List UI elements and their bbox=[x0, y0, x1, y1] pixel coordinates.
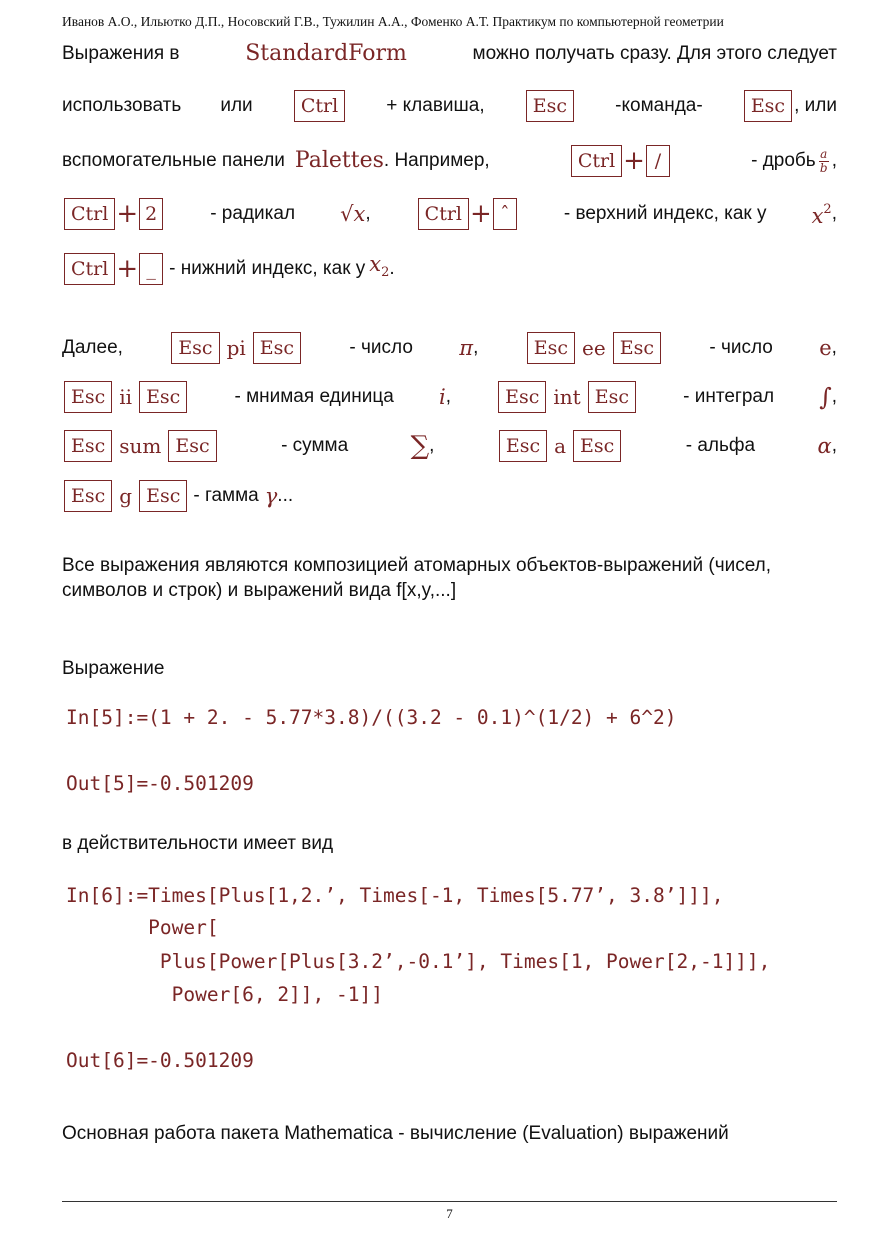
text: - дробь bbox=[751, 150, 816, 171]
esc-key: Esc bbox=[168, 430, 216, 462]
intro-line-5 bbox=[62, 252, 837, 285]
fraction-example bbox=[819, 146, 829, 175]
comma: , bbox=[831, 386, 837, 407]
frac-numerator: a bbox=[820, 146, 828, 161]
text: - верхний индекс, как у bbox=[563, 203, 767, 224]
intro-line-1 bbox=[62, 42, 837, 66]
text: - нижний индекс, как у bbox=[169, 257, 366, 279]
palettes-label: Palettes bbox=[294, 148, 384, 173]
text: вспомогательные панели bbox=[62, 150, 285, 171]
plus-sign: + bbox=[116, 199, 139, 229]
comma: , bbox=[445, 386, 451, 407]
plus-sign: + bbox=[623, 146, 645, 176]
esc-key: Esc bbox=[526, 90, 574, 122]
pi-symbol: π bbox=[459, 336, 474, 360]
comma: , bbox=[365, 203, 371, 224]
label-expression: Выражение bbox=[62, 658, 165, 679]
text: - сумма bbox=[281, 435, 349, 456]
esc-key: Esc bbox=[64, 430, 112, 462]
text: - гамма bbox=[193, 485, 259, 506]
intro-line-4 bbox=[62, 198, 837, 230]
code-output-6: Out[6]=-0.501209 bbox=[66, 1049, 254, 1072]
ctrl-key: Ctrl bbox=[64, 198, 115, 230]
subscript-example: $x_2$ bbox=[369, 252, 390, 281]
ctrl-key: Ctrl bbox=[418, 198, 469, 230]
gamma-symbol: γ bbox=[264, 484, 278, 508]
esc-key: Esc bbox=[613, 332, 661, 364]
text: - интеграл bbox=[683, 386, 775, 407]
text: можно получать сразу. Для этого следует bbox=[472, 43, 837, 64]
comma: , bbox=[429, 435, 435, 456]
slash-key: / bbox=[646, 145, 670, 177]
text: - число bbox=[349, 337, 413, 358]
caret-key: ˆ bbox=[493, 198, 517, 230]
paragraph-expressions: Все выражения являются композицией атомарных объектов-выражений (чисел, символов и строк) и выражений вида f[x,y,...] bbox=[62, 555, 772, 601]
text: Далее, bbox=[62, 337, 123, 358]
code-input-5: In[5]:=(1 + 2. - 5.77*3.8)/((3.2 - 0.1)^(1/2) + 6^2) bbox=[66, 706, 677, 729]
integral-symbol: ∫ bbox=[819, 383, 832, 411]
alpha-symbol: α bbox=[817, 434, 832, 458]
plus-sign: + bbox=[470, 199, 492, 229]
esc-key: Esc bbox=[64, 381, 112, 413]
text: или bbox=[220, 95, 253, 116]
i-symbol: i bbox=[439, 385, 446, 409]
pi-command: pi bbox=[226, 336, 246, 360]
comma: , bbox=[831, 435, 837, 456]
specials-line-4 bbox=[62, 480, 837, 512]
underscore-key: _ bbox=[139, 253, 163, 285]
comma: , bbox=[831, 150, 837, 171]
sum-command: sum bbox=[119, 434, 162, 458]
ctrl-key: Ctrl bbox=[571, 145, 622, 177]
text: - радикал bbox=[210, 203, 296, 224]
code-input-6-line-4: Power[6, 2]], -1]] bbox=[66, 983, 383, 1006]
ii-command: ii bbox=[119, 385, 133, 409]
comma: , bbox=[831, 337, 837, 358]
esc-key: Esc bbox=[139, 480, 187, 512]
code-input-6-line-3: Plus[Power[Plus[3.2’,-0.1’], Times[1, Power[2,-1]]], bbox=[66, 950, 771, 973]
esc-key: Esc bbox=[573, 430, 621, 462]
g-command: g bbox=[119, 484, 133, 508]
ellipsis: ... bbox=[277, 485, 294, 506]
specials-line-2 bbox=[62, 381, 837, 413]
specials-line-1 bbox=[62, 332, 837, 364]
label-actual-form: в действительности имеет вид bbox=[62, 833, 334, 854]
code-output-5: Out[5]=-0.501209 bbox=[66, 772, 254, 795]
intro-line-2 bbox=[62, 90, 837, 122]
e-symbol: e bbox=[819, 336, 832, 360]
esc-key: Esc bbox=[171, 332, 219, 364]
comma: , bbox=[831, 203, 837, 224]
plus-sign: + bbox=[116, 253, 139, 284]
specials-line-3 bbox=[62, 430, 837, 462]
sum-symbol: ∑ bbox=[410, 431, 430, 461]
esc-key: Esc bbox=[499, 430, 547, 462]
a-command: a bbox=[554, 434, 567, 458]
esc-key: Esc bbox=[498, 381, 546, 413]
ctrl-key: Ctrl bbox=[294, 90, 345, 122]
dot: . bbox=[389, 257, 395, 279]
two-key: 2 bbox=[139, 198, 163, 230]
footer-rule bbox=[62, 1201, 837, 1202]
text: - число bbox=[709, 337, 773, 358]
esc-key: Esc bbox=[64, 480, 112, 512]
int-command: int bbox=[553, 385, 581, 409]
text: Выражения в bbox=[62, 43, 180, 64]
text: - альфа bbox=[685, 435, 756, 456]
text: + клавиша, bbox=[386, 95, 485, 116]
frac-denominator: b bbox=[819, 160, 828, 175]
standardform-label: StandardForm bbox=[245, 41, 407, 66]
text: использовать bbox=[62, 95, 182, 116]
ee-command: ee bbox=[582, 336, 606, 360]
text: - мнимая единица bbox=[234, 386, 394, 407]
text: , или bbox=[794, 95, 837, 116]
ctrl-key: Ctrl bbox=[64, 253, 115, 285]
paragraph-evaluation: Основная работа пакета Mathematica - вычисление (Evaluation) выражений bbox=[62, 1123, 729, 1144]
page-header: Иванов А.О., Ильютко Д.П., Носовский Г.В., Тужилин А.А., Фоменко А.Т. Практикум по компьютерной геометрии bbox=[62, 14, 724, 29]
text: . Например, bbox=[383, 150, 490, 171]
code-input-6-line-2: Power[ bbox=[66, 916, 219, 939]
intro-line-3 bbox=[62, 145, 837, 177]
text: -команда- bbox=[615, 95, 703, 116]
esc-key: Esc bbox=[744, 90, 792, 122]
esc-key: Esc bbox=[139, 381, 187, 413]
comma: , bbox=[473, 337, 479, 358]
esc-key: Esc bbox=[253, 332, 301, 364]
esc-key: Esc bbox=[588, 381, 636, 413]
esc-key: Esc bbox=[527, 332, 575, 364]
page-number: 7 bbox=[446, 1206, 453, 1221]
code-input-6-line-1: In[6]:=Times[Plus[1,2.’, Times[-1, Times[5.77’, 3.8’]]], bbox=[66, 884, 724, 907]
superscript-example: $x^2$ bbox=[811, 202, 832, 228]
sqrt-example: √x bbox=[340, 202, 366, 226]
